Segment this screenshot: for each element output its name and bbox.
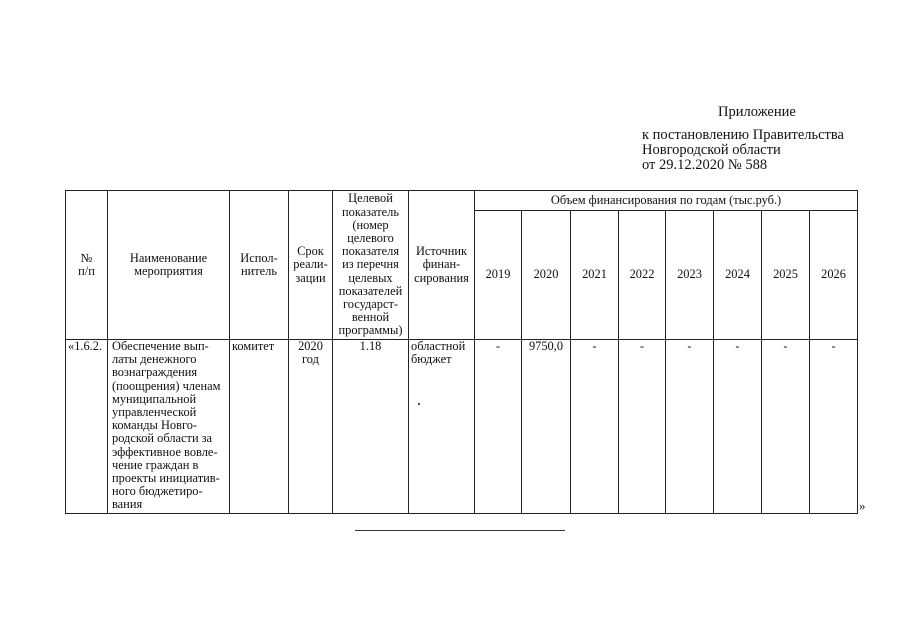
table-row: [66, 340, 858, 514]
header-year: 2020: [522, 211, 571, 340]
appendix-line-2: Новгородской области: [642, 142, 781, 158]
row-term: 2020 год: [289, 340, 333, 514]
closing-quote: »: [859, 498, 866, 513]
scan-speck: [418, 403, 420, 405]
header-year: 2025: [762, 211, 810, 340]
row-value: 9750,0: [522, 340, 571, 514]
header-year: 2019: [475, 211, 522, 340]
row-value: -: [475, 340, 522, 514]
row-value: -: [714, 340, 762, 514]
row-value: -: [571, 340, 619, 514]
row-value: -: [666, 340, 714, 514]
header-num: № п/п: [66, 191, 108, 340]
header-name: Наименование мероприятия: [108, 191, 230, 340]
header-funding: Объем финансирования по годам (тыс.руб.): [475, 191, 858, 211]
header-year: 2023: [666, 211, 714, 340]
row-number: «1.6.2.: [66, 340, 108, 514]
header-year: 2026: [810, 211, 858, 340]
header-source: Источник финан- сирования: [409, 191, 475, 340]
header-year: 2022: [619, 211, 666, 340]
row-name: Обеспечение вып- латы денежного вознаграждения (поощрения) членам муниципальной управленческой команды Новго- родской области за эффективное вовле- чение граждан в проекты инициатив- ного бюджетиро- вания: [108, 340, 230, 514]
header-term: Срок реали- зации: [289, 191, 333, 340]
header-target: Целевой показатель (номер целевого показателя из перечня целевых показателей государст- венной программы): [333, 191, 409, 340]
row-executor: комитет: [230, 340, 289, 514]
header-year: 2024: [714, 211, 762, 340]
row-value: -: [619, 340, 666, 514]
header-executor: Испол- нитель: [230, 191, 289, 340]
appendix-line-1: к постановлению Правительства: [642, 127, 844, 143]
appendix-header: [642, 105, 882, 173]
row-source: областной бюджет: [409, 340, 475, 514]
header-year: 2021: [571, 211, 619, 340]
footer-rule: [355, 530, 565, 531]
appendix-title: Приложение: [718, 104, 796, 120]
funding-table: [65, 190, 858, 514]
row-target: 1.18: [333, 340, 409, 514]
row-value: -: [810, 340, 858, 514]
appendix-line-3: от 29.12.2020 № 588: [642, 157, 768, 173]
row-value: -: [762, 340, 810, 514]
